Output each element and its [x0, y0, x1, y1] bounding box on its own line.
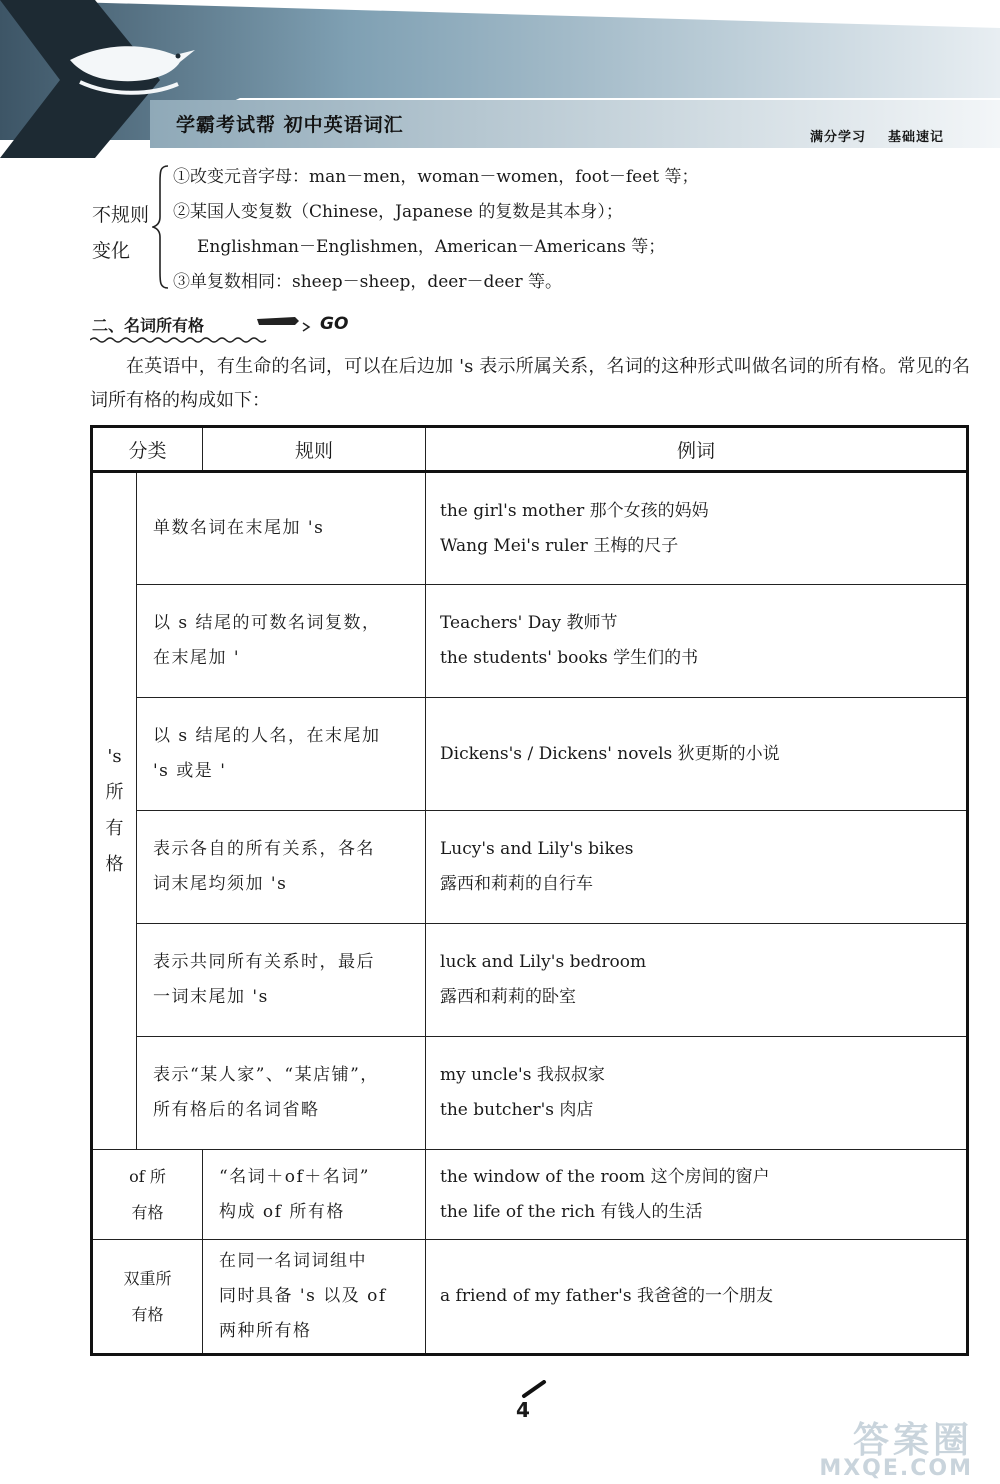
- banner-sub-left: 满分学习: [810, 130, 867, 145]
- table-header-row: [92, 427, 968, 472]
- rule-cell: [137, 811, 426, 924]
- example-text: a friend of my father's 我爸爸的一个朋友: [440, 1286, 773, 1306]
- rule-text: 在末尾加 ': [153, 648, 241, 668]
- cat-s-char-3: 格: [105, 854, 124, 875]
- table-row: [92, 924, 968, 1037]
- rule-text: 两种所有格: [219, 1321, 312, 1341]
- table-row: [92, 585, 968, 698]
- cat-s-char-2: 有: [105, 818, 124, 839]
- rule-text: 一词末尾加 's: [153, 987, 269, 1007]
- rule-text: 表示“某人家”、“某店铺”，: [153, 1065, 379, 1085]
- banner-subtitle: [810, 126, 966, 145]
- rule-cell: [203, 1240, 426, 1355]
- irregular-label-line1: 不规则: [92, 204, 150, 226]
- cat-s-char-0: 's: [107, 746, 122, 767]
- category-of-possessive: [92, 1150, 203, 1240]
- header-rule: 规则: [203, 427, 426, 472]
- rule-text: 词末尾均须加 's: [153, 874, 288, 894]
- rule-text: “名词＋of＋名词”: [219, 1166, 370, 1187]
- brace-icon: [152, 162, 172, 292]
- example-cell: [426, 1037, 968, 1150]
- example-text: Dickens's / Dickens' novels 狄更斯的小说: [440, 743, 780, 764]
- rule-text: 表示共同所有关系时，最后: [153, 952, 375, 972]
- example-cell: [426, 811, 968, 924]
- rule-text: 所有格后的名词省略: [153, 1100, 320, 1120]
- rule-text: 同时具备 's 以及 of: [219, 1286, 387, 1306]
- example-text: Wang Mei's ruler 王梅的尺子: [440, 535, 679, 556]
- category-text: 有格: [131, 1304, 164, 1324]
- example-text: the life of the rich 有钱人的生活: [440, 1201, 703, 1222]
- irregular-rule-2: ②某国人变复数（Chinese，Japanese 的复数是其本身）；: [173, 202, 623, 222]
- irregular-label: [92, 197, 156, 269]
- example-text: my uncle's 我叔叔家: [440, 1065, 605, 1085]
- rule-cell: [203, 1150, 426, 1240]
- example-text: the window of the room 这个房间的窗户: [440, 1166, 770, 1187]
- rule-text: 表示各自的所有关系，各名: [153, 839, 375, 859]
- example-text: 露西和莉莉的卧室: [440, 987, 577, 1007]
- example-text: Teachers' Day 教师节: [440, 613, 618, 633]
- banner-sub-right: 基础速记: [888, 130, 945, 145]
- wavy-underline: [90, 336, 270, 344]
- example-text: the butcher's 肉店: [440, 1100, 594, 1120]
- go-label: GO: [320, 314, 349, 334]
- example-cell: [426, 1150, 968, 1240]
- rule-text: 以 s 结尾的可数名词复数，: [153, 613, 381, 633]
- category-text: of 所: [129, 1166, 166, 1186]
- watermark-url: MXQE.COM: [819, 1456, 973, 1481]
- category-double-possessive: [92, 1240, 203, 1355]
- table-row-double-possessive: [92, 1240, 968, 1355]
- rule-text: 单数名词在末尾加 's: [153, 518, 325, 538]
- example-text: 露西和莉莉的自行车: [440, 874, 594, 894]
- irregular-rule-2-cont: Englishman－Englishmen，American－Americans 等；: [197, 237, 666, 257]
- example-cell: [426, 924, 968, 1037]
- example-cell: [426, 585, 968, 698]
- page-number: 4: [516, 1398, 530, 1422]
- table-row: [92, 811, 968, 924]
- cat-s-char-1: 所: [105, 782, 124, 803]
- rule-cell: [137, 472, 426, 585]
- example-text: the girl's mother 那个女孩的妈妈: [440, 500, 709, 521]
- rule-text: 以 s 结尾的人名，在末尾加: [153, 726, 381, 746]
- irregular-rules: [173, 160, 973, 300]
- irregular-rule-1: ①改变元音字母：man－men，woman－women，foot－feet 等；: [173, 167, 699, 187]
- example-cell: [426, 698, 968, 811]
- category-text: 双重所: [123, 1268, 172, 1288]
- header-category: 分类: [92, 427, 203, 472]
- table-row: [92, 698, 968, 811]
- example-text: the students' books 学生们的书: [440, 648, 699, 668]
- example-cell: [426, 1240, 968, 1355]
- example-text: Lucy's and Lily's bikes: [440, 839, 634, 859]
- page-mark-icon: [520, 1380, 550, 1400]
- header-banner: [0, 0, 1000, 158]
- table-row-of-possessive: [92, 1150, 968, 1240]
- rule-cell: [137, 1037, 426, 1150]
- rule-text: 's 或是 ': [153, 761, 227, 781]
- watermark-logo-text: 答案圈: [852, 1420, 973, 1461]
- rule-text: 在同一名词词组中: [219, 1251, 368, 1271]
- watermark: [745, 1412, 985, 1484]
- table-row: [92, 472, 968, 585]
- intro-paragraph: 在英语中，有生命的名词，可以在后边加 's 表示所属关系，名词的这种形式叫做名词的所有格。常见的名词所有格的构成如下：: [90, 356, 970, 411]
- category-text: 有格: [131, 1202, 164, 1222]
- banner-title: 学霸考试帮 初中英语词汇: [176, 114, 404, 136]
- irregular-label-line2: 变化: [92, 240, 131, 262]
- category-s-possessive: [92, 472, 137, 1150]
- example-text: luck and Lily's bedroom: [440, 952, 647, 972]
- table-row: [92, 1037, 968, 1150]
- header-example: 例词: [426, 427, 968, 472]
- rule-text: 构成 of 所有格: [219, 1201, 345, 1222]
- irregular-rule-3: ③单复数相同：sheep－sheep，deer－deer 等。: [173, 272, 563, 292]
- rule-cell: [137, 698, 426, 811]
- go-arrow-icon: [255, 311, 315, 335]
- example-cell: [426, 472, 968, 585]
- rule-cell: [137, 924, 426, 1037]
- rule-cell: [137, 585, 426, 698]
- section-heading: 二、名词所有格: [92, 316, 205, 335]
- possessive-table: [90, 425, 969, 1356]
